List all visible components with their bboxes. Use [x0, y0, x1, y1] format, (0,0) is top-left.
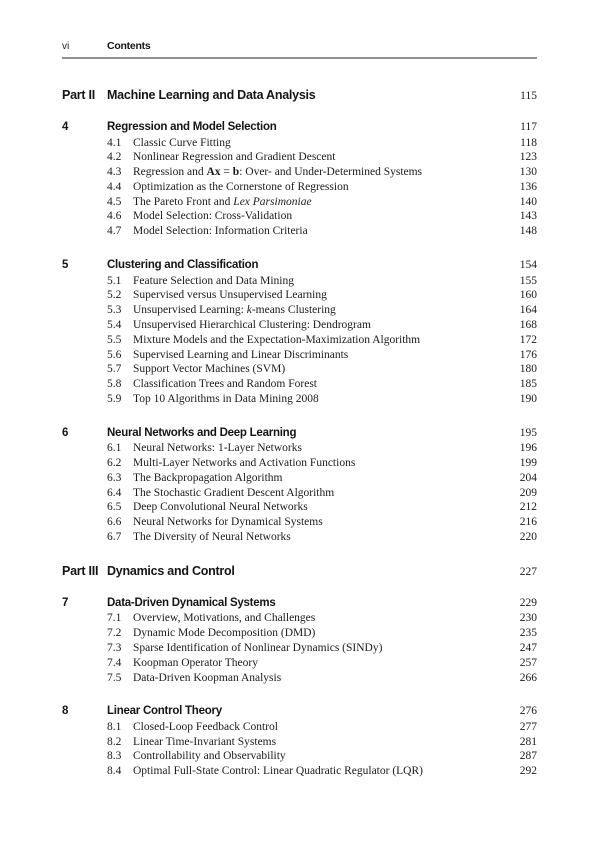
- section-page-number: 247: [519, 641, 537, 654]
- toc-section-row: [62, 195, 537, 210]
- toc-section-row: [62, 671, 537, 686]
- toc-section-row: [62, 303, 537, 318]
- section-title: [133, 165, 520, 180]
- toc-chapter-block: [62, 426, 537, 545]
- chapter-title: Regression and Model Selection: [107, 121, 277, 133]
- toc-chapter-block: [62, 596, 537, 685]
- toc-chapter-block: [62, 704, 537, 779]
- section-number: 6.5: [107, 501, 122, 514]
- toc-chapter-row: [62, 704, 537, 719]
- section-page-number: 168: [519, 318, 537, 331]
- toc-chapter-row: [62, 426, 537, 441]
- section-page-number: 140: [519, 195, 537, 208]
- section-number: 8.3: [107, 750, 122, 763]
- section-number: 4.2: [107, 151, 122, 164]
- header-rule: [62, 57, 537, 59]
- section-number: 8.1: [107, 720, 122, 733]
- section-number: 4.5: [107, 195, 122, 208]
- section-number: 7.3: [107, 641, 122, 654]
- toc-part-row: [62, 88, 537, 103]
- section-page-number: 277: [519, 720, 537, 733]
- section-number: 4.6: [107, 210, 122, 223]
- section-page-number: 118: [520, 136, 537, 149]
- section-page-number: 176: [519, 348, 537, 361]
- title-segment: Lex Parsimoniae: [233, 195, 312, 208]
- part-label: Part III: [62, 563, 99, 578]
- toc-chapter-block: [62, 120, 537, 239]
- section-title: Koopman Operator Theory: [133, 656, 258, 669]
- section-number: 5.7: [107, 363, 122, 376]
- section-title: Neural Networks: 1-Layer Networks: [133, 442, 302, 455]
- section-title: Neural Networks for Dynamical Systems: [133, 516, 323, 529]
- section-page-number: 230: [519, 612, 537, 625]
- part-title: Dynamics and Control: [107, 563, 235, 578]
- section-page-number: 143: [519, 210, 537, 223]
- toc-section-row: [62, 611, 537, 626]
- chapter-page-number: 117: [520, 121, 537, 133]
- toc-chapter-row: [62, 596, 537, 611]
- title-segment: Unsupervised Learning:: [133, 304, 247, 317]
- section-title: Closed-Loop Feedback Control: [133, 720, 279, 733]
- section-title: Model Selection: Information Criteria: [133, 225, 308, 238]
- section-number: 5.1: [107, 274, 122, 287]
- chapter-title: Linear Control Theory: [107, 705, 222, 718]
- toc-section-row: [62, 626, 537, 641]
- section-number: 5.4: [107, 318, 122, 331]
- section-title: The Diversity of Neural Networks: [133, 531, 291, 544]
- title-segment: b: [232, 166, 240, 179]
- section-number: 4.3: [107, 166, 122, 179]
- section-number: 7.5: [107, 671, 122, 684]
- toc-chapter-row: [62, 258, 537, 273]
- section-title: Supervised Learning and Linear Discriminants: [133, 348, 349, 361]
- section-title: Classic Curve Fitting: [133, 136, 231, 149]
- section-title: Deep Convolutional Neural Networks: [133, 501, 308, 514]
- section-number: 7.1: [107, 612, 122, 625]
- section-page-number: 172: [519, 333, 537, 346]
- section-number: 5.3: [107, 304, 122, 317]
- section-title: Multi-Layer Networks and Activation Functions: [133, 457, 356, 470]
- section-page-number: 287: [519, 750, 537, 763]
- toc-section-row: [62, 180, 537, 195]
- part-page-number: 227: [519, 565, 537, 578]
- section-title: Controllability and Observability: [133, 750, 286, 763]
- section-number: 6.3: [107, 471, 122, 484]
- toc-section-row: [62, 392, 537, 407]
- toc-section-row: [62, 333, 537, 348]
- section-number: 6.2: [107, 457, 122, 470]
- section-title: Feature Selection and Data Mining: [133, 274, 294, 287]
- section-page-number: 220: [519, 531, 537, 544]
- section-title: Overview, Motivations, and Challenges: [133, 612, 316, 625]
- section-page-number: 212: [519, 501, 537, 514]
- toc-section-row: [62, 377, 537, 392]
- chapter-page-number: 276: [519, 705, 537, 718]
- title-segment: : Over- and Under-Determined Systems: [239, 166, 423, 179]
- chapter-number: 7: [62, 596, 69, 609]
- section-number: 6.6: [107, 516, 122, 529]
- section-title: Unsupervised Hierarchical Clustering: Dendrogram: [133, 318, 371, 331]
- running-head: [62, 40, 537, 52]
- part-label: Part II: [62, 88, 95, 102]
- toc-section-row: [62, 735, 537, 750]
- section-page-number: 196: [519, 442, 537, 455]
- toc-section-row: [62, 209, 537, 224]
- header-title: Contents: [107, 40, 151, 52]
- section-page-number: 136: [519, 180, 537, 193]
- chapter-number: 5: [62, 259, 69, 272]
- toc-section-row: [62, 136, 537, 151]
- toc-section-row: [62, 288, 537, 303]
- toc-section-row: [62, 362, 537, 377]
- toc-section-row: [62, 348, 537, 363]
- section-page-number: 292: [519, 765, 537, 778]
- section-number: 7.4: [107, 656, 122, 669]
- section-title: Optimization as the Cornerstone of Regression: [133, 180, 349, 193]
- section-page-number: 190: [519, 392, 537, 405]
- section-title: Mixture Models and the Expectation-Maximization Algorithm: [133, 333, 421, 346]
- section-title: Dynamic Mode Decomposition (DMD): [133, 627, 316, 640]
- section-page-number: 266: [519, 671, 537, 684]
- chapter-number: 8: [62, 705, 69, 718]
- chapter-number: 4: [62, 121, 69, 133]
- toc-section-row: [62, 471, 537, 486]
- section-page-number: 216: [519, 516, 537, 529]
- section-title: Nonlinear Regression and Gradient Descent: [133, 151, 336, 164]
- section-number: 8.4: [107, 765, 122, 778]
- section-page-number: 148: [519, 225, 537, 238]
- section-title: Supervised versus Unsupervised Learning: [133, 289, 327, 302]
- section-title: Sparse Identification of Nonlinear Dynamics (SINDy): [133, 641, 383, 654]
- title-segment: k: [246, 304, 252, 317]
- part-title: Machine Learning and Data Analysis: [107, 88, 316, 102]
- section-page-number: 204: [519, 471, 537, 484]
- section-page-number: 130: [519, 166, 537, 179]
- section-number: 7.2: [107, 627, 122, 640]
- section-title: Linear Time-Invariant Systems: [133, 735, 277, 748]
- chapter-title: Clustering and Classification: [107, 259, 259, 272]
- section-page-number: 199: [519, 457, 537, 470]
- chapter-title: Neural Networks and Deep Learning: [107, 426, 297, 439]
- toc-section-row: [62, 515, 537, 530]
- title-segment: The Pareto Front and: [133, 195, 234, 208]
- title-segment: =: [220, 166, 233, 179]
- section-title: Model Selection: Cross-Validation: [133, 210, 293, 223]
- section-title: The Backpropagation Algorithm: [133, 471, 283, 484]
- section-page-number: 209: [519, 486, 537, 499]
- section-number: 6.7: [107, 531, 122, 544]
- chapter-title: Data-Driven Dynamical Systems: [107, 596, 276, 609]
- toc-section-row: [62, 224, 537, 239]
- toc-section-row: [62, 441, 537, 456]
- section-page-number: 281: [519, 735, 537, 748]
- section-number: 6.4: [107, 486, 122, 499]
- chapter-number: 6: [62, 426, 69, 439]
- section-number: 5.6: [107, 348, 122, 361]
- section-number: 5.8: [107, 378, 122, 391]
- toc-section-row: [62, 318, 537, 333]
- toc-section-row: [62, 749, 537, 764]
- toc-section-row: [62, 500, 537, 515]
- toc-section-row: [62, 641, 537, 656]
- chapter-page-number: 154: [519, 259, 537, 272]
- chapter-page-number: 195: [519, 426, 537, 439]
- toc-section-row: [62, 456, 537, 471]
- part-page-number: 115: [520, 90, 537, 102]
- toc-section-row: [62, 150, 537, 165]
- toc-section-row: [62, 274, 537, 289]
- chapter-page-number: 229: [519, 596, 537, 609]
- section-page-number: 257: [519, 656, 537, 669]
- section-page-number: 155: [519, 274, 537, 287]
- section-title: [133, 195, 520, 210]
- toc-section-row: [62, 165, 537, 180]
- section-title: Top 10 Algorithms in Data Mining 2008: [133, 392, 319, 405]
- section-page-number: 185: [519, 378, 537, 391]
- section-page-number: 180: [519, 363, 537, 376]
- section-page-number: 235: [519, 627, 537, 640]
- toc-section-row: [62, 530, 537, 545]
- toc-chapter-block: [62, 258, 537, 407]
- toc-section-row: [62, 656, 537, 671]
- table-of-contents: [62, 88, 537, 779]
- section-number: 5.5: [107, 333, 122, 346]
- section-title: Data-Driven Koopman Analysis: [133, 671, 282, 684]
- title-segment: -means Clustering: [251, 304, 336, 317]
- section-number: 4.4: [107, 180, 122, 193]
- section-page-number: 123: [519, 151, 537, 164]
- section-number: 8.2: [107, 735, 122, 748]
- title-segment: Regression and: [133, 166, 207, 179]
- section-page-number: 164: [519, 304, 537, 317]
- toc-section-row: [62, 764, 537, 779]
- title-segment: Ax: [206, 166, 221, 179]
- section-page-number: 160: [519, 289, 537, 302]
- section-number: 6.1: [107, 442, 122, 455]
- section-title: The Stochastic Gradient Descent Algorithm: [133, 486, 335, 499]
- section-title: Classification Trees and Random Forest: [133, 378, 317, 391]
- section-number: 4.1: [107, 136, 122, 149]
- section-title: Support Vector Machines (SVM): [133, 363, 286, 376]
- section-number: 5.9: [107, 392, 122, 405]
- toc-chapter-row: [62, 120, 537, 135]
- folio-page-number: vi: [62, 41, 70, 52]
- section-number: 5.2: [107, 289, 122, 302]
- section-number: 4.7: [107, 225, 122, 238]
- toc-section-row: [62, 720, 537, 735]
- section-title: Optimal Full-State Control: Linear Quadratic Regulator (LQR): [133, 765, 423, 778]
- toc-section-row: [62, 486, 537, 501]
- section-title: [133, 303, 520, 318]
- toc-part-row: [62, 564, 537, 579]
